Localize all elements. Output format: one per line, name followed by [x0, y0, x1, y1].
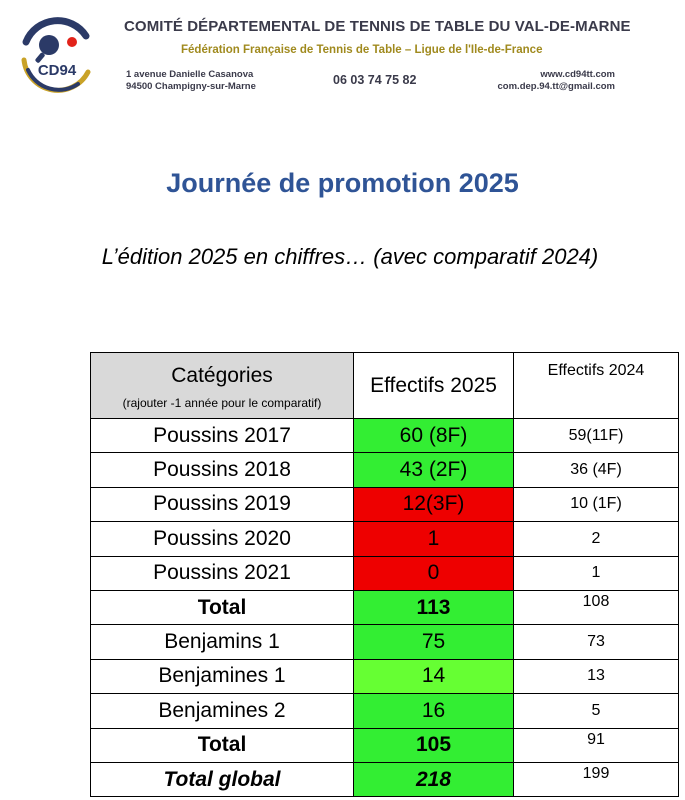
cell-category: Benjamins 1	[91, 625, 354, 659]
cell-category: Benjamines 2	[91, 694, 354, 728]
organization-title: COMITÉ DÉPARTEMENTAL DE TENNIS DE TABLE DU VAL-DE-MARNE	[124, 18, 631, 35]
page-title: Journée de promotion 2025	[166, 168, 519, 198]
contact-web-block	[497, 69, 615, 93]
cell-category: Poussins 2019	[91, 487, 354, 521]
header-effectifs-2024: Effectifs 2024	[514, 353, 679, 419]
cell-category: Poussins 2021	[91, 556, 354, 590]
table-tennis-logo-icon	[16, 12, 98, 94]
cell-category: Benjamines 1	[91, 659, 354, 693]
statistics-table	[90, 352, 679, 797]
cell-effectifs-2025: 0	[354, 556, 514, 590]
cell-effectifs-2025: 105	[354, 728, 514, 762]
table-body	[91, 419, 679, 797]
table-row	[91, 659, 679, 693]
cell-category: Poussins 2020	[91, 522, 354, 556]
table-row	[91, 419, 679, 453]
cell-effectifs-2025: 113	[354, 590, 514, 624]
cell-effectifs-2024: 5	[514, 694, 679, 728]
phone-number: 06 03 74 75 82	[333, 73, 417, 87]
table-row	[91, 762, 679, 796]
table-header-row	[91, 353, 679, 419]
address-block	[126, 69, 256, 93]
cd94-logo	[16, 12, 98, 94]
cell-category: Total	[91, 590, 354, 624]
cell-category: Poussins 2018	[91, 453, 354, 487]
email-link[interactable]: com.dep.94.tt@gmail.com	[497, 81, 615, 92]
cell-effectifs-2025: 43 (2F)	[354, 453, 514, 487]
cell-effectifs-2024: 199	[514, 762, 679, 796]
page-subtitle: L’édition 2025 en chiffres… (avec comparatif 2024)	[101, 244, 599, 269]
header-categories	[91, 353, 354, 419]
table-row	[91, 694, 679, 728]
cell-effectifs-2025: 16	[354, 694, 514, 728]
cell-effectifs-2024: 91	[514, 728, 679, 762]
cell-effectifs-2025: 1	[354, 522, 514, 556]
logo-text: CD94	[37, 62, 77, 79]
cell-category: Poussins 2017	[91, 419, 354, 453]
header-categories-label: Catégories	[171, 363, 273, 387]
header-effectifs-2025: Effectifs 2025	[354, 353, 514, 419]
table-row	[91, 728, 679, 762]
table-row	[91, 487, 679, 521]
table-row	[91, 625, 679, 659]
cell-effectifs-2025: 75	[354, 625, 514, 659]
table-row	[91, 556, 679, 590]
cell-effectifs-2024: 108	[514, 590, 679, 624]
website-link[interactable]: www.cd94tt.com	[540, 69, 615, 80]
cell-effectifs-2024: 73	[514, 625, 679, 659]
cell-effectifs-2025: 218	[354, 762, 514, 796]
cell-effectifs-2024: 2	[514, 522, 679, 556]
address-line-2: 94500 Champigny-sur-Marne	[126, 81, 256, 92]
cell-effectifs-2025: 60 (8F)	[354, 419, 514, 453]
cell-category: Total	[91, 728, 354, 762]
cell-category: Total global	[91, 762, 354, 796]
organization-subtitle: Fédération Française de Tennis de Table – Ligue de l'Ile-de-France	[181, 44, 543, 56]
header-categories-note: (rajouter -1 année pour le comparatif)	[122, 395, 322, 410]
table-row	[91, 453, 679, 487]
cell-effectifs-2024: 13	[514, 659, 679, 693]
cell-effectifs-2025: 14	[354, 659, 514, 693]
cell-effectifs-2024: 1	[514, 556, 679, 590]
cell-effectifs-2024: 59(11F)	[514, 419, 679, 453]
cell-effectifs-2024: 10 (1F)	[514, 487, 679, 521]
table-row	[91, 590, 679, 624]
cell-effectifs-2024: 36 (4F)	[514, 453, 679, 487]
cell-effectifs-2025: 12(3F)	[354, 487, 514, 521]
address-line-1: 1 avenue Danielle Casanova	[126, 69, 254, 80]
table-row	[91, 522, 679, 556]
